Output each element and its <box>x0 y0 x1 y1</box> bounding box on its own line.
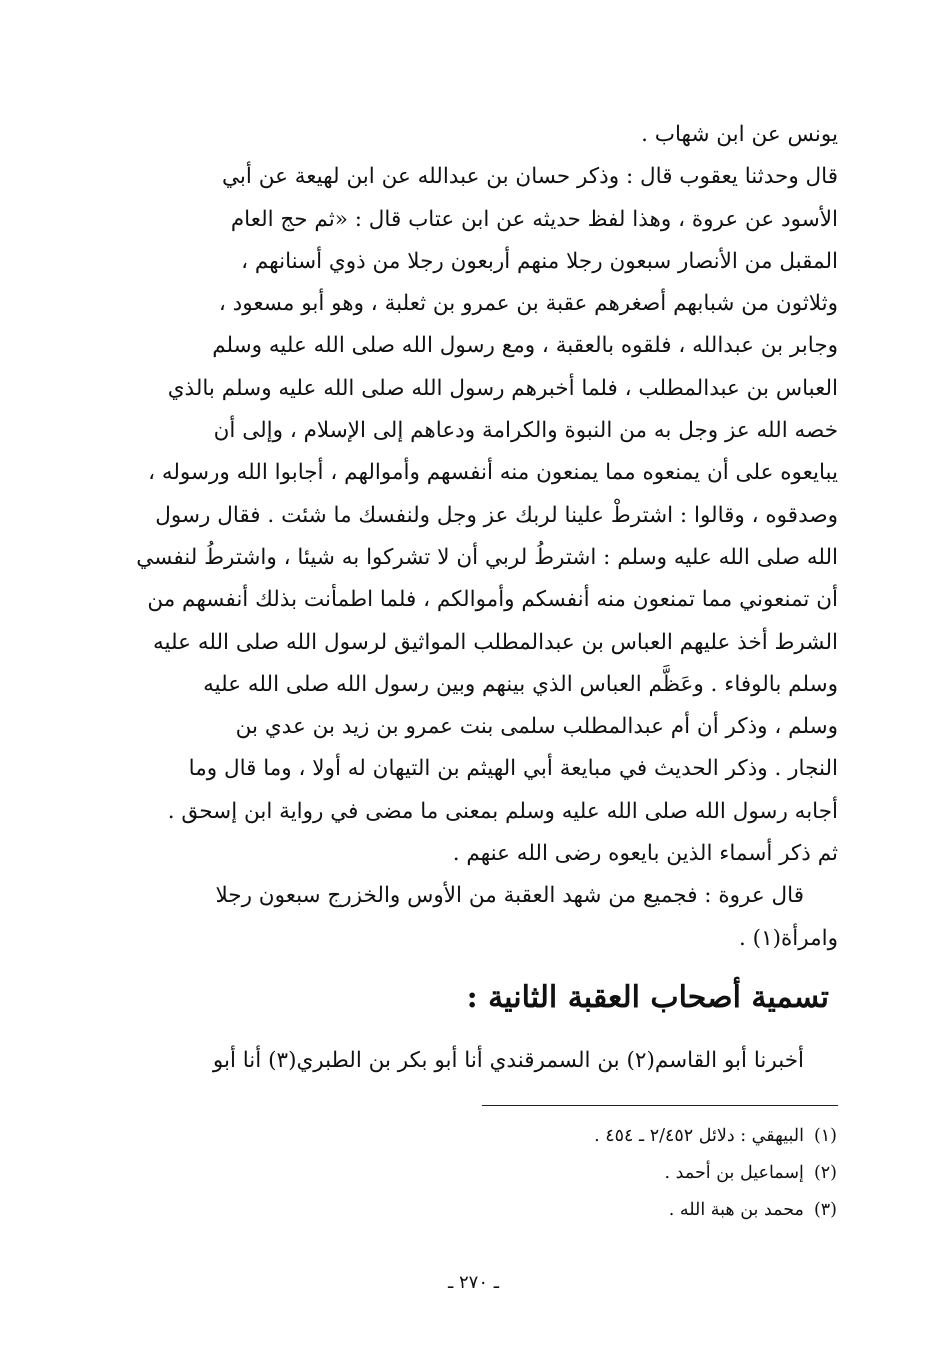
footnotes-block <box>337 1118 837 1229</box>
text-line: وسلم بالوفاء . وعَظَّم العباس الذي بينهم وبين رسول الله صلى الله عليه <box>203 671 838 697</box>
text-line: قال وحدثنا يعقوب قال : وذكر حسان بن عبدالله عن ابن لهيعة عن أبي <box>222 164 838 190</box>
text-line: المقبل من الأنصار سبعون رجلا منهم أربعون رجلا من ذوي أسنانهم ، <box>241 248 838 274</box>
text-line: خصه الله عز وجل به من النبوة والكرامة ودعاهم إلى الإسلام ، وإلى أن <box>213 418 838 444</box>
text-line: وصدقوه ، وقالوا : اشترطْ علينا لربك عز وجل ولنفسك ما شئت . فقال رسول <box>155 502 838 528</box>
footnote-number: (٢) <box>813 1163 837 1183</box>
continuation-text <box>128 1040 838 1082</box>
footnote-number: (١) <box>813 1126 837 1146</box>
text-line: أن تمنعوني مما تمنعون منه أنفسكم وأموالكم ، فلما اطمأنت بذلك أنفسهم من <box>147 587 838 613</box>
text-line: الأسود عن عروة ، وهذا لفظ حديثه عن ابن عتاب قال : «ثم حج العام <box>230 206 838 232</box>
footnote-item <box>337 1192 837 1229</box>
section-heading: تسمية أصحاب العقبة الثانية : <box>466 980 829 1015</box>
text-line: الله صلى الله عليه وسلم : اشترطُ لربي أن لا تشركوا به شيئا ، واشترطُ لنفسي <box>136 544 838 570</box>
text-line: يبايعوه على أن يمنعوه مما يمنعون منه أنفسهم وأموالهم ، أجابوا الله ورسوله ، <box>148 460 838 486</box>
text-line: أخبرنا أبو القاسم(٢) بن السمرقندي أنا أبو بكر بن الطبري(٣) أنا أبو <box>212 1048 804 1073</box>
footnote-text: محمد بن هبة الله . <box>668 1200 804 1220</box>
text-line: أجابه رسول الله صلى الله عليه وسلم بمعنى ما مضى في رواية ابن إسحق . <box>167 798 838 824</box>
footnote-divider <box>482 1105 838 1106</box>
text-line: يونس عن ابن شهاب . <box>641 122 838 147</box>
text-line: العباس بن عبدالمطلب ، فلما أخبرهم رسول الله صلى الله عليه وسلم بالذي <box>167 375 838 401</box>
text-line: وثلاثون من شبابهم أصغرهم عقبة بن عمرو بن ثعلبة ، وهو أبو مسعود ، <box>218 291 838 317</box>
text-line: وجابر بن عبدالله ، فلقوه بالعقبة ، ومع رسول الله صلى الله عليه وسلم <box>212 333 838 359</box>
text-line: قال عروة : فجميع من شهد العقبة من الأوس والخزرج سبعون رجلا <box>215 883 804 909</box>
page-number: ـ ٢٧٠ ـ <box>447 1272 499 1293</box>
text-line: الشرط أخذ عليهم العباس بن عبدالمطلب المواثيق لرسول الله صلى الله عليه <box>153 629 838 655</box>
text-line: ثم ذكر أسماء الذين بايعوه رضى الله عنهم . <box>452 841 838 867</box>
footnote-number: (٣) <box>813 1200 837 1220</box>
footnote-item <box>337 1118 837 1155</box>
main-text-block <box>128 114 838 960</box>
footnote-text: البيهقي : دلائل ٢/٤٥٢ ـ ٤٥٤ . <box>594 1126 804 1146</box>
text-line: وامرأة(١) . <box>739 925 838 951</box>
footnote-text: إسماعيل بن أحمد . <box>664 1163 804 1183</box>
text-line: النجار . وذكر الحديث في مبايعة أبي الهيثم بن التيهان له أولا ، وما قال وما <box>188 756 838 782</box>
footnote-item <box>337 1155 837 1192</box>
text-line: وسلم ، وذكر أن أم عبدالمطلب سلمى بنت عمرو بن زيد بن عدي بن <box>235 714 838 740</box>
